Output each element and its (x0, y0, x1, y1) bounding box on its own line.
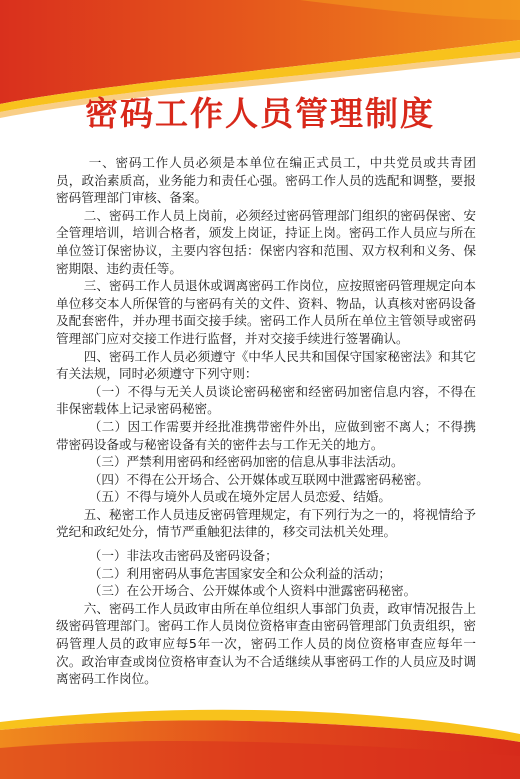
regulation-clause: 六、密码工作人员政审由所在单位组织人事部门负责，政审情况报告上级密码管理部门。密码工作人员岗位资格审查由密码管理部门负责组织，密码管理人员的政审应每5年一次，密码工作人员的岗位资格审查应每年一次。政治审查或岗位资格审查认为不合适继续从事密码工作的人员应及时调离密码工作岗位。 (56, 600, 476, 687)
regulation-subclause: （二）利用密码从事危害国家安全和公众利益的活动； (88, 565, 391, 581)
regulation-subclause: （二）因工作需要并经批准携带密件外出，应做到密不离人；不得携带密码设备或与秘密设备有关的密件去与工作无关的地方。 (56, 418, 476, 452)
regulation-clause: 二、密码工作人员上岗前，必须经过密码管理部门组织的密码保密、安全管理培训，培训合格者，颁发上岗证，持证上岗。密码工作人员应与所在单位签订保密协议，主要内容包括：保密内容和范围、双方权利和义务、保密期限、违约责任等。 (56, 207, 476, 276)
regulation-clause: 一、密码工作人员必须是本单位在编正式员工，中共党员或共青团员，政治素质高，业务能力和责任心强。密码工作人员的选配和调整，要报密码管理部门审核、备案。 (56, 155, 476, 206)
regulation-subclause: （三）严禁利用密码和经密码加密的信息从事非法活动。 (88, 454, 404, 470)
regulation-clause: 四、密码工作人员必须遵守《中华人民共和国保守国家秘密法》和其它有关法规，同时必须遵守下列守则： (56, 348, 476, 382)
regulation-clause: 三、密码工作人员退休或调离密码工作岗位，应按照密码管理规定向本单位移交本人所保管的与密码有关的文件、资料、物品，认真核对密码设备及配套密件，并办理书面交接手续。密码工作人员所在单位主管领导或密码管理部门应对交接工作进行监督，并对交接手续进行签署确认。 (56, 278, 476, 346)
regulation-subclause: （四）不得在公开场合、公开媒体或互联网中泄露密码秘密。 (88, 471, 429, 487)
regulation-subclause: （一）不得与无关人员谈论密码秘密和经密码加密信息内容，不得在非保密载体上记录密码秘密。 (56, 383, 476, 417)
regulation-subclause: （一）非法攻击密码及密码设备； (88, 548, 278, 564)
regulation-body (56, 154, 476, 688)
regulation-subclause: （五）不得与境外人员或在境外定居人员恋爱、结婚。 (88, 489, 391, 505)
regulation-subclause: （三）在公开场合、公开媒体或个人资料中泄露密码秘密。 (88, 583, 417, 599)
bottom-banner (0, 710, 520, 779)
regulation-clause: 五、秘密工作人员违反密码管理规定，有下列行为之一的，将视情给予党纪和政纪处分，情节严重触犯法律的，移交司法机关处理。 (56, 506, 476, 540)
page-title: 密码工作人员管理制度 (85, 94, 435, 133)
